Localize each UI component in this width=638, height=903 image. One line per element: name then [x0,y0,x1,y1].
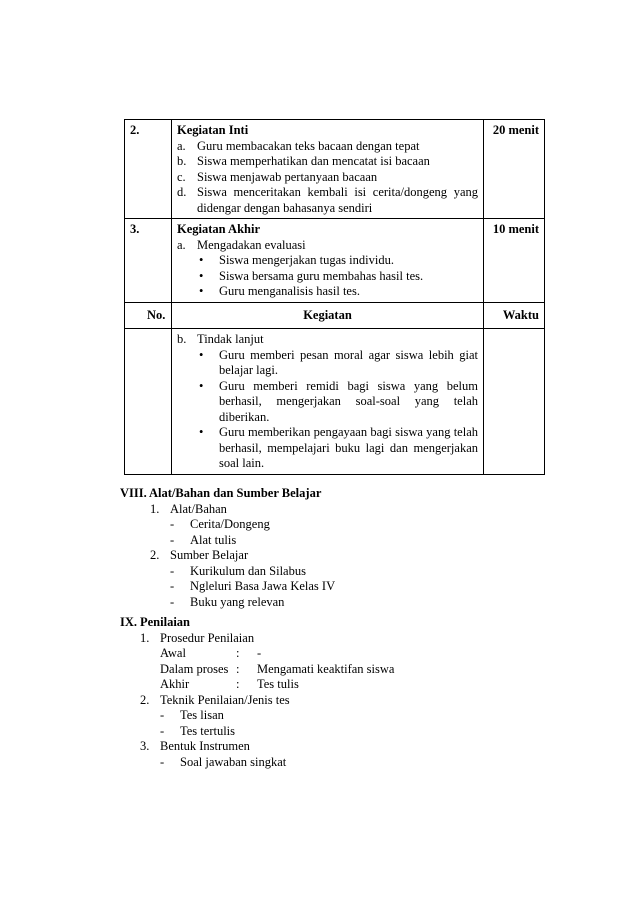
list-item: 1. Alat/Bahan [150,501,227,516]
assessment-row: Dalam proses : Mengamati keaktifan siswa [160,661,395,676]
header-activity: Kegiatan [172,302,484,329]
assessment-row: Awal : - [160,646,262,660]
activity-cell [172,219,484,303]
section-heading: VIII. Alat/Bahan dan Sumber Belajar [120,486,322,500]
list-item: 1. Prosedur Penilaian [140,630,255,645]
list-item: - Buku yang relevan [170,594,285,609]
time-cell: 20 menit [484,120,545,219]
list-item: c. Siswa menjawab pertanyaan bacaan [177,169,378,184]
header-time: Waktu [484,302,545,329]
row-number: 3. [125,219,172,303]
list-item: 2. Sumber Belajar [150,548,249,562]
bullet-item: • Siswa mengerjakan tugas individu. [199,253,394,267]
list-item: - Kurikulum dan Silabus [170,563,306,578]
activity-cell [172,120,484,219]
list-item: d. Siswa menceritakan kembali isi cerita/dongeng yang didengar dengan bahasanya sendiri [177,185,478,215]
list-item: - Cerita/Dongeng [170,517,270,531]
list-item: a. Mengadakan evaluasi [177,237,306,252]
time-cell [484,329,545,475]
list-item: - Tes lisan [160,708,224,722]
list-item: - Tes tertulis [160,723,236,738]
list-item: 3. Bentuk Instrumen [140,739,250,753]
header-no: No. [125,302,172,329]
row-number [125,329,172,475]
activity-cell [172,329,484,475]
section-heading: IX. Penilaian [120,615,191,629]
table-row [125,219,545,303]
activity-title: Kegiatan Inti [177,123,249,137]
table-row [125,120,545,219]
row-number: 2. [125,120,172,219]
bullet-item: • Guru memberi remidi bagi siswa yang belum berhasil, mengerjakan soal-soal yang telah diberikan. [199,378,478,424]
list-item: - Ngleluri Basa Jawa Kelas IV [170,579,336,593]
list-item: a. Guru membacakan teks bacaan dengan tepat [177,138,420,153]
bullet-item: • Siswa bersama guru membahas hasil tes. [199,268,424,283]
bullet-item: • Guru menganalisis hasil tes. [199,284,360,298]
list-item: b. Tindak lanjut [177,332,264,346]
list-item: - Alat tulis [170,532,237,547]
section-assessment [120,615,394,770]
table-header-row [125,302,545,329]
table-row [125,329,545,475]
activity-table [124,119,545,475]
list-item: 2. Teknik Penilaian/Jenis tes [140,692,290,707]
list-item: b. Siswa memperhatikan dan mencatat isi bacaan [177,154,430,168]
assessment-row: Akhir : Tes tulis [160,677,299,691]
time-cell: 10 menit [484,219,545,303]
section-tools-sources [120,486,335,610]
activity-title: Kegiatan Akhir [177,222,260,236]
list-item: - Soal jawaban singkat [160,754,287,769]
bullet-item: • Guru memberikan pengayaan bagi siswa yang telah berhasil, mempelajari buku lagi dan mengerjakan soal lain. [199,425,478,470]
bullet-item: • Guru memberi pesan moral agar siswa lebih giat belajar lagi. [199,347,478,377]
